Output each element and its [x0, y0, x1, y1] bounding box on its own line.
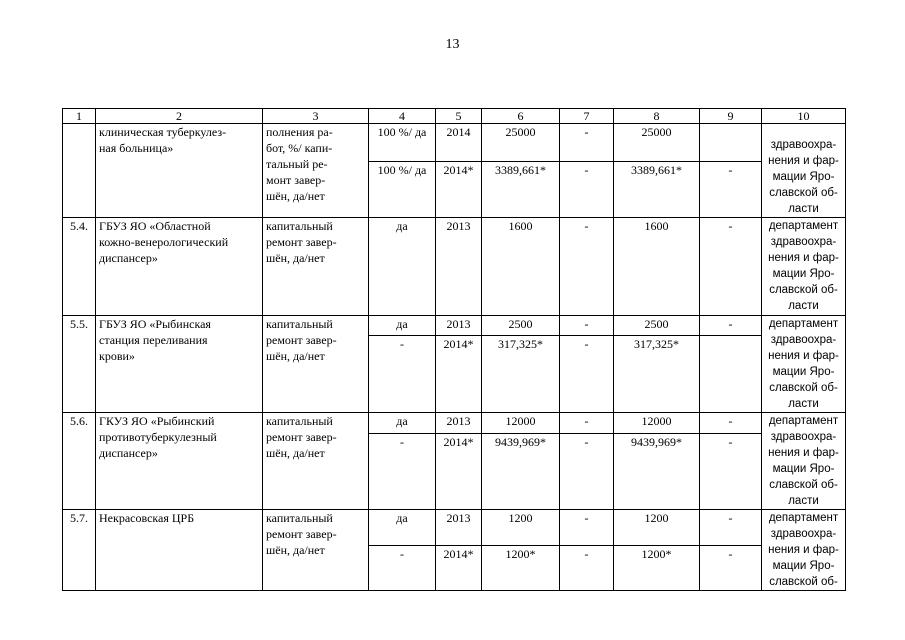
value-col4: да — [369, 316, 436, 336]
column-header: 4 — [369, 109, 436, 124]
amount-col8: 317,325* — [614, 336, 700, 413]
amount-col9: - — [700, 433, 762, 509]
amount-col6: 25000 — [482, 124, 560, 162]
amount-col7: - — [560, 124, 614, 162]
executor-text: департамент здравоохра- нения и фар- мации Яро- славской об- — [762, 510, 846, 591]
value-col4: да — [369, 510, 436, 546]
column-header: 8 — [614, 109, 700, 124]
executor-text: департамент здравоохра- нения и фар- мации Яро- славской об- ласти — [762, 316, 846, 413]
amount-col9: - — [700, 545, 762, 591]
amount-col8: 25000 — [614, 124, 700, 162]
row-number: 5.6. — [63, 413, 96, 510]
amount-col8: 12000 — [614, 413, 700, 434]
indicator-text: капитальный ремонт завер- шён, да/нет — [263, 218, 369, 316]
amount-col8: 2500 — [614, 316, 700, 336]
amount-col6: 2500 — [482, 316, 560, 336]
value-col4: 100 %/ да — [369, 124, 436, 162]
value-col4: 100 %/ да — [369, 161, 436, 217]
amount-col8: 9439,969* — [614, 433, 700, 509]
amount-col6: 1200* — [482, 545, 560, 591]
amount-col9: - — [700, 218, 762, 316]
year-col5: 2014* — [436, 161, 482, 217]
indicator-text: полнения ра- бот, %/ капи- тальный ре- монт завер- шён, да/нет — [263, 124, 369, 218]
table-row — [63, 316, 846, 336]
amount-col7: - — [560, 413, 614, 434]
row-number: 5.5. — [63, 316, 96, 413]
institution-name: клиническая туберкулез- ная больница» — [96, 124, 263, 218]
institution-name: ГБУЗ ЯО «Рыбинская станция переливания крови» — [96, 316, 263, 413]
column-header: 7 — [560, 109, 614, 124]
table-row — [63, 510, 846, 546]
executor-text: департамент здравоохра- нения и фар- мации Яро- славской об- ласти — [762, 413, 846, 510]
institution-name: ГКУЗ ЯО «Рыбинский противотуберкулезный диспансер» — [96, 413, 263, 510]
amount-col9: - — [700, 413, 762, 434]
amount-col7: - — [560, 316, 614, 336]
amount-col8: 3389,661* — [614, 161, 700, 217]
column-header: 9 — [700, 109, 762, 124]
row-number: 5.4. — [63, 218, 96, 316]
amount-col9: - — [700, 316, 762, 336]
amount-col9 — [700, 336, 762, 413]
amount-col6: 3389,661* — [482, 161, 560, 217]
amount-col7: - — [560, 336, 614, 413]
amount-col8: 1600 — [614, 218, 700, 316]
column-header: 1 — [63, 109, 96, 124]
year-col5: 2014* — [436, 433, 482, 509]
table-body — [63, 109, 846, 591]
amount-col7: - — [560, 433, 614, 509]
amount-col7: - — [560, 510, 614, 546]
year-col5: 2013 — [436, 218, 482, 316]
amount-col7: - — [560, 545, 614, 591]
indicator-text: капитальный ремонт завер- шён, да/нет — [263, 510, 369, 591]
amount-col9: - — [700, 161, 762, 217]
table-row — [63, 413, 846, 434]
column-header: 6 — [482, 109, 560, 124]
column-header: 2 — [96, 109, 263, 124]
year-col5: 2013 — [436, 413, 482, 434]
value-col4: да — [369, 218, 436, 316]
institution-name: Некрасовская ЦРБ — [96, 510, 263, 591]
institution-name: ГБУЗ ЯО «Областной кожно-венерологический диспансер» — [96, 218, 263, 316]
year-col5: 2013 — [436, 316, 482, 336]
amount-col8: 1200* — [614, 545, 700, 591]
value-col4: - — [369, 336, 436, 413]
value-col4: да — [369, 413, 436, 434]
amount-col6: 9439,969* — [482, 433, 560, 509]
table-row — [63, 124, 846, 162]
column-header: 10 — [762, 109, 846, 124]
header-row — [63, 109, 846, 124]
value-col4: - — [369, 545, 436, 591]
year-col5: 2014 — [436, 124, 482, 162]
year-col5: 2013 — [436, 510, 482, 546]
value-col4: - — [369, 433, 436, 509]
amount-col9: - — [700, 510, 762, 546]
amount-col7: - — [560, 218, 614, 316]
row-number — [63, 124, 96, 218]
amount-col9 — [700, 124, 762, 162]
indicator-text: капитальный ремонт завер- шён, да/нет — [263, 413, 369, 510]
year-col5: 2014* — [436, 545, 482, 591]
amount-col6: 317,325* — [482, 336, 560, 413]
year-col5: 2014* — [436, 336, 482, 413]
column-header: 3 — [263, 109, 369, 124]
program-table — [62, 108, 846, 591]
amount-col6: 1200 — [482, 510, 560, 546]
table-row — [63, 218, 846, 316]
page-number: 13 — [445, 37, 460, 52]
amount-col7: - — [560, 161, 614, 217]
amount-col8: 1200 — [614, 510, 700, 546]
indicator-text: капитальный ремонт завер- шён, да/нет — [263, 316, 369, 413]
executor-text: здравоохра- нения и фар- мации Яро- славской об- ласти — [762, 124, 846, 218]
row-number: 5.7. — [63, 510, 96, 591]
amount-col6: 1600 — [482, 218, 560, 316]
executor-text: департамент здравоохра- нения и фар- мации Яро- славской об- ласти — [762, 218, 846, 316]
column-header: 5 — [436, 109, 482, 124]
amount-col6: 12000 — [482, 413, 560, 434]
